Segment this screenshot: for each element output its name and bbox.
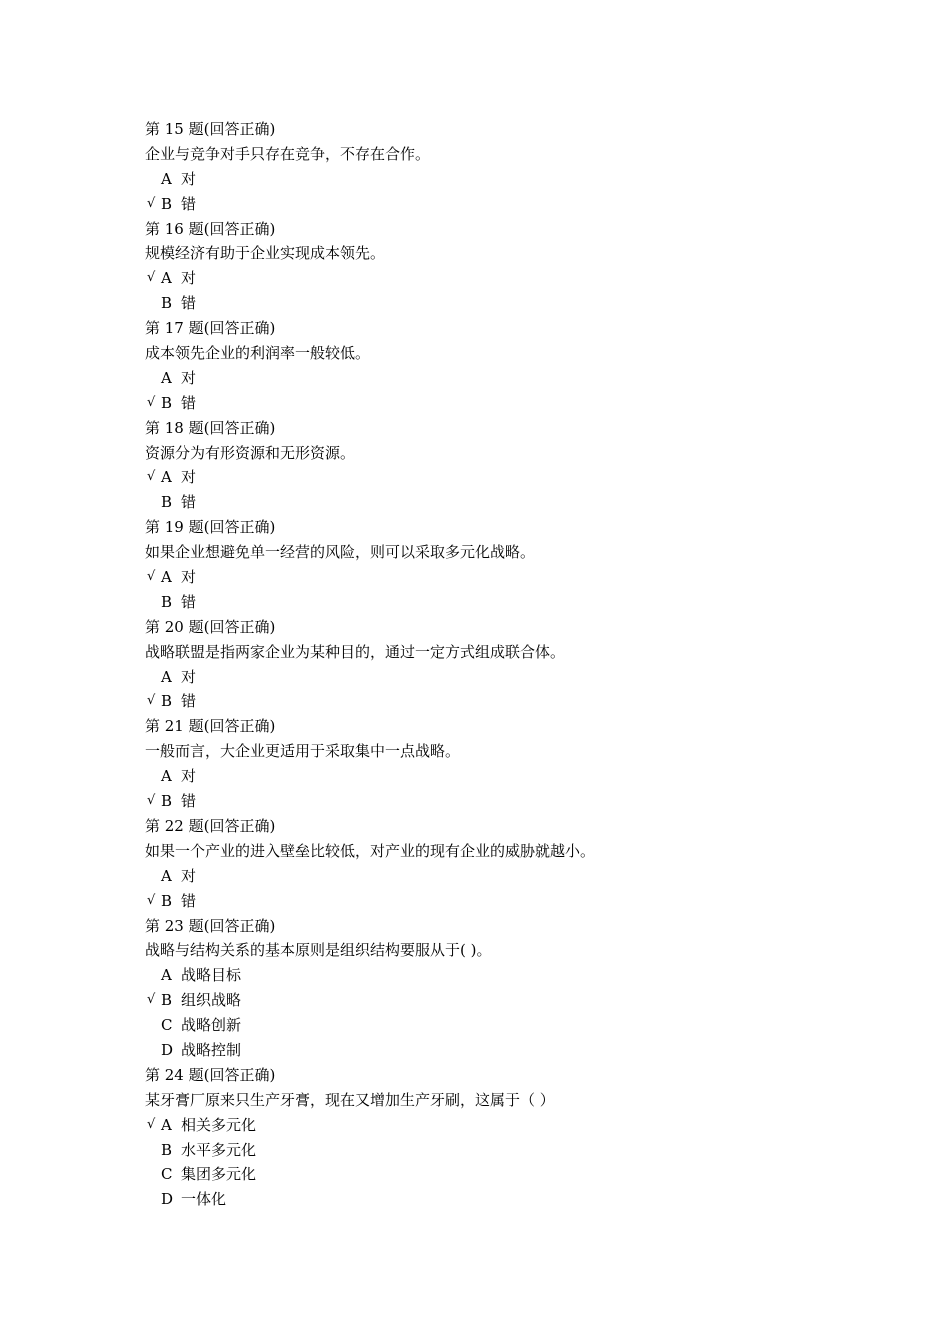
answer-option: [145, 1113, 865, 1138]
option-letter: A: [161, 568, 172, 587]
option-text: 对: [181, 169, 197, 188]
question-header: 第 17 题(回答正确): [145, 319, 276, 338]
option-letter: A: [161, 269, 172, 288]
option-letter: C: [161, 1165, 173, 1184]
option-text: 对: [181, 667, 197, 686]
question-text: 资源分为有形资源和无形资源。: [145, 443, 356, 462]
option-letter: A: [161, 767, 172, 786]
answer-option: [145, 565, 865, 590]
question-header: 第 23 题(回答正确): [145, 916, 276, 935]
checkmark-icon: √: [147, 469, 156, 485]
question-header: 第 20 题(回答正确): [145, 617, 276, 636]
question-header: 第 22 题(回答正确): [145, 816, 276, 835]
quiz-document: [145, 117, 865, 1212]
answer-option: [145, 167, 865, 192]
question-text: 如果企业想避免单一经营的风险，则可以采取多元化战略。: [145, 543, 536, 562]
answer-option: [145, 988, 865, 1013]
option-letter: B: [161, 294, 173, 313]
answer-option: [145, 291, 865, 316]
question-block: [145, 615, 865, 715]
question-header: 第 19 题(回答正确): [145, 518, 276, 537]
option-text: 战略创新: [181, 1016, 242, 1035]
answer-option: [145, 963, 865, 988]
checkmark-icon: √: [147, 992, 156, 1008]
answer-option: [145, 465, 865, 490]
option-letter: A: [161, 468, 172, 487]
option-text: 对: [181, 468, 197, 487]
answer-option: [145, 366, 865, 391]
checkmark-icon: √: [147, 569, 156, 585]
checkmark-icon: √: [147, 1116, 156, 1132]
answer-option: [145, 266, 865, 291]
option-letter: A: [161, 966, 172, 985]
question-text: 一般而言，大企业更适用于采取集中一点战略。: [145, 742, 461, 761]
option-text: 错: [181, 294, 197, 313]
question-block: [145, 515, 865, 615]
option-text: 对: [181, 767, 197, 786]
question-text: 企业与竞争对手只存在竞争，不存在合作。: [145, 144, 431, 163]
answer-option: [145, 1013, 865, 1038]
question-block: [145, 714, 865, 814]
question-text: 规模经济有助于企业实现成本领先。: [145, 244, 386, 263]
answer-option: [145, 864, 865, 889]
option-text: 对: [181, 866, 197, 885]
answer-option: [145, 1187, 865, 1212]
option-text: 错: [181, 194, 197, 213]
option-text: 水平多元化: [181, 1140, 257, 1159]
question-text: 如果一个产业的进入壁垒比较低，对产业的现有企业的威胁就越小。: [145, 841, 596, 860]
checkmark-icon: √: [147, 892, 156, 908]
checkmark-icon: √: [147, 195, 156, 211]
option-letter: B: [161, 493, 173, 512]
option-letter: A: [161, 866, 172, 885]
option-text: 对: [181, 269, 197, 288]
answer-option: [145, 391, 865, 416]
option-text: 错: [181, 792, 197, 811]
question-block: [145, 217, 865, 317]
checkmark-icon: √: [147, 793, 156, 809]
option-text: 错: [181, 891, 197, 910]
question-text: 战略联盟是指两家企业为某种目的，通过一定方式组成联合体。: [145, 642, 566, 661]
option-text: 错: [181, 692, 197, 711]
option-letter: D: [161, 1190, 174, 1209]
option-text: 对: [181, 568, 197, 587]
option-letter: D: [161, 1040, 174, 1059]
question-block: [145, 814, 865, 914]
option-letter: A: [161, 368, 172, 387]
checkmark-icon: √: [147, 693, 156, 709]
option-letter: B: [161, 592, 173, 611]
question-header: 第 18 题(回答正确): [145, 418, 276, 437]
checkmark-icon: √: [147, 270, 156, 286]
option-text: 错: [181, 592, 197, 611]
answer-option: [145, 889, 865, 914]
question-block: [145, 416, 865, 516]
question-text: 战略与结构关系的基本原则是组织结构要服从于( )。: [145, 941, 492, 960]
option-letter: B: [161, 792, 173, 811]
question-block: [145, 1063, 865, 1212]
answer-option: [145, 590, 865, 615]
option-text: 组织战略: [181, 991, 242, 1010]
answer-option: [145, 1038, 865, 1063]
option-letter: B: [161, 393, 173, 412]
option-letter: B: [161, 194, 173, 213]
answer-option: [145, 490, 865, 515]
option-letter: B: [161, 991, 173, 1010]
question-header: 第 15 题(回答正确): [145, 120, 276, 138]
question-text: 成本领先企业的利润率一般较低。: [145, 344, 371, 363]
checkmark-icon: √: [147, 394, 156, 410]
question-header: 第 21 题(回答正确): [145, 717, 276, 736]
option-text: 对: [181, 368, 197, 387]
option-letter: A: [161, 1115, 172, 1134]
option-text: 错: [181, 493, 197, 512]
option-letter: A: [161, 667, 172, 686]
question-block: [145, 914, 865, 1063]
option-text: 战略目标: [181, 966, 242, 985]
option-letter: B: [161, 891, 173, 910]
option-text: 集团多元化: [181, 1165, 257, 1184]
answer-option: [145, 192, 865, 217]
option-text: 战略控制: [181, 1040, 242, 1059]
option-letter: C: [161, 1016, 173, 1035]
option-text: 一体化: [181, 1190, 227, 1209]
question-block: [145, 117, 865, 217]
answer-option: [145, 689, 865, 714]
option-text: 相关多元化: [181, 1115, 257, 1134]
question-header: 第 24 题(回答正确): [145, 1065, 276, 1084]
option-letter: B: [161, 692, 173, 711]
option-text: 错: [181, 393, 197, 412]
answer-option: [145, 764, 865, 789]
answer-option: [145, 1138, 865, 1163]
option-letter: B: [161, 1140, 173, 1159]
option-letter: A: [161, 169, 172, 188]
question-text: 某牙膏厂原来只生产牙膏，现在又增加生产牙刷，这属于（ ）: [145, 1090, 555, 1109]
question-header: 第 16 题(回答正确): [145, 219, 276, 238]
answer-option: [145, 789, 865, 814]
answer-option: [145, 1162, 865, 1187]
question-block: [145, 316, 865, 416]
answer-option: [145, 665, 865, 690]
